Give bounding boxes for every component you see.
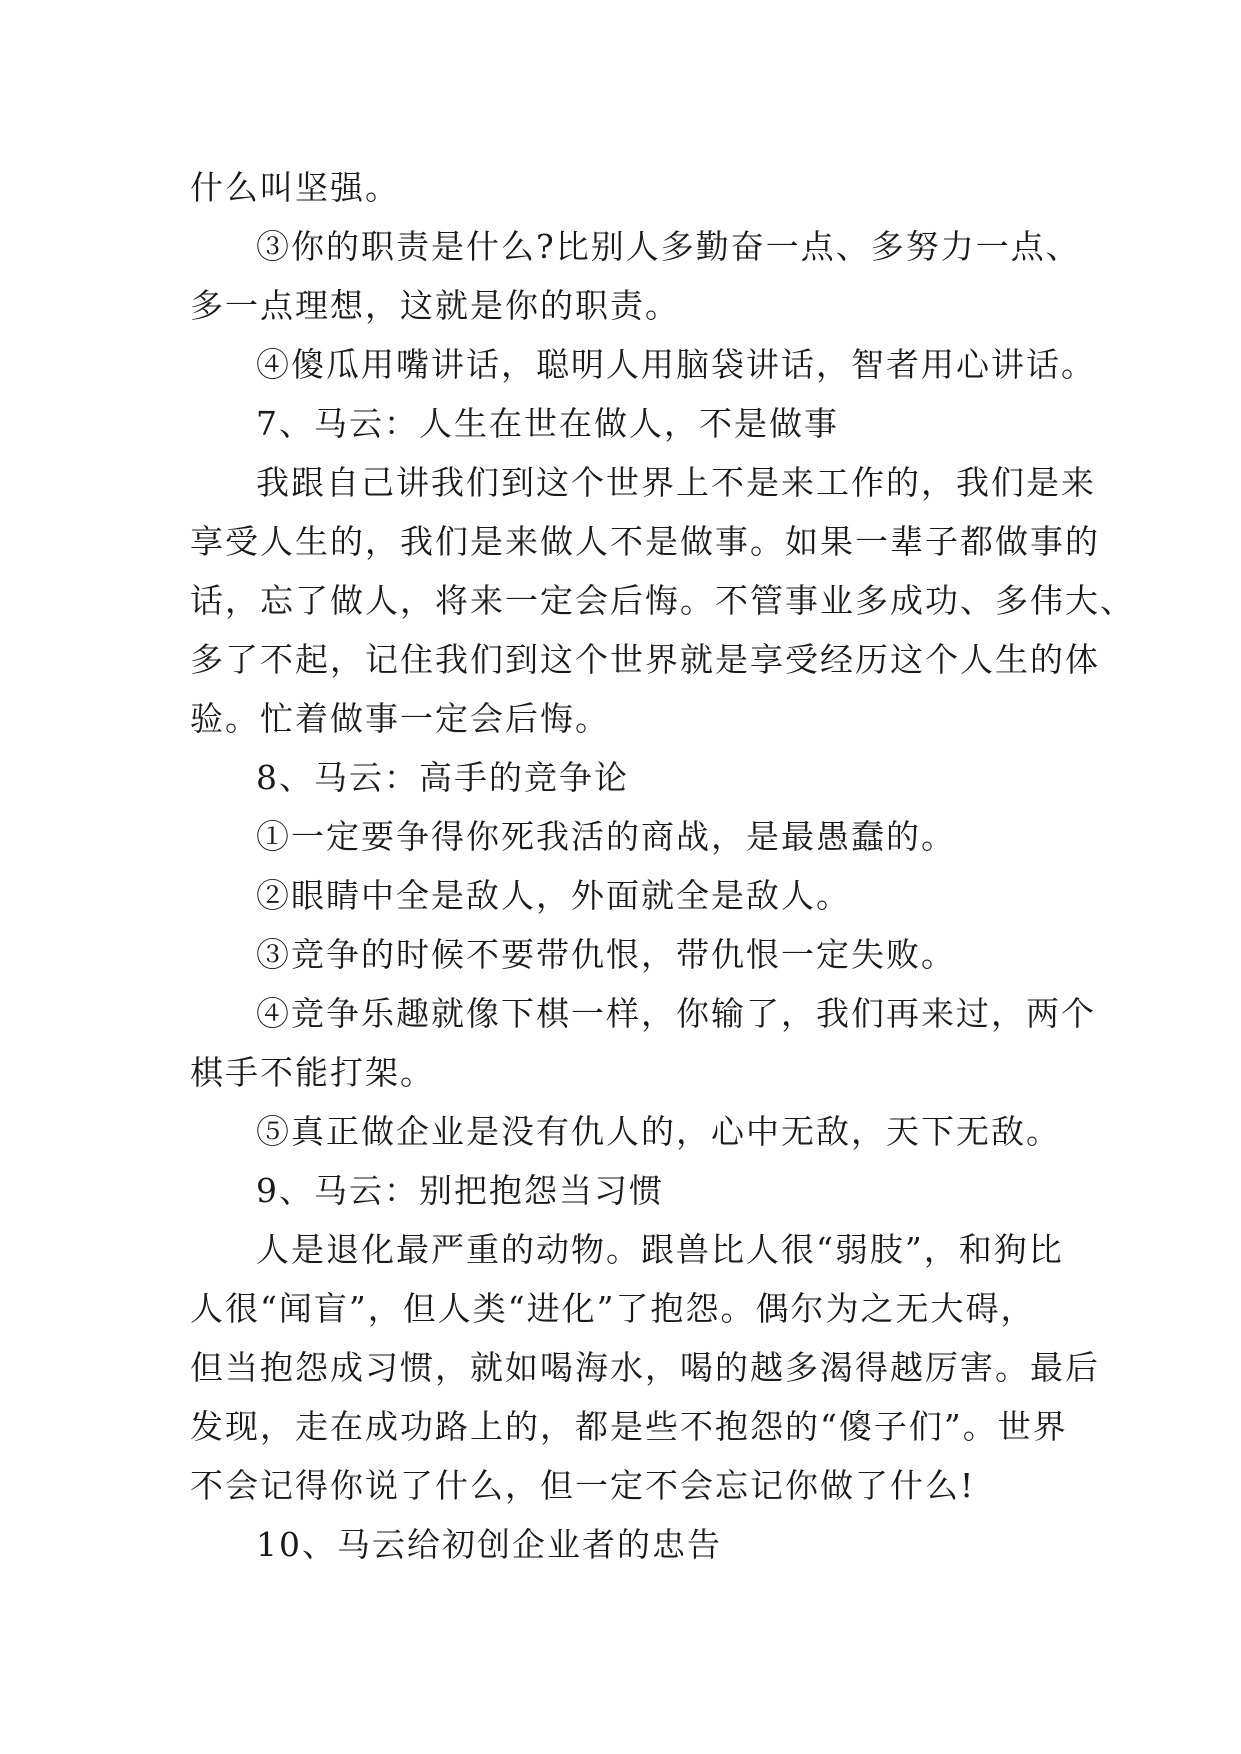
- text-line: 但当抱怨成习惯，就如喝海水，喝的越多渴得越厉害。最后: [190, 1348, 1100, 1387]
- text-line: 不会记得你说了什么，但一定不会忘记你做了什么!: [190, 1466, 976, 1505]
- text-line: ⑤真正做企业是没有仇人的，心中无敌，天下无敌。: [256, 1112, 1061, 1151]
- text-line: 发现，走在成功路上的，都是些不抱怨的“傻子们”。世界: [190, 1407, 1068, 1446]
- text-line: ②眼睛中全是敌人，外面就全是敌人。: [256, 876, 851, 915]
- text-line: 多了不起，记住我们到这个世界就是享受经历这个人生的体: [190, 640, 1100, 679]
- text-line: 什么叫坚强。: [190, 168, 400, 207]
- document-body: [190, 158, 1135, 1574]
- section-heading-8: 8、马云：高手的竞争论: [256, 758, 629, 797]
- text-line: 验。忙着做事一定会后悔。: [190, 699, 610, 738]
- text-line: 享受人生的，我们是来做人不是做事。如果一辈子都做事的: [190, 522, 1100, 561]
- section-heading-9: 9、马云：别把抱怨当习惯: [256, 1171, 664, 1210]
- text-line: 人很“闻盲”，但人类“进化”了抱怨。偶尔为之无大碍，: [190, 1289, 1036, 1328]
- text-line: ③竞争的时候不要带仇恨，带仇恨一定失败。: [256, 935, 956, 974]
- text-line: 棋手不能打架。: [190, 1053, 435, 1092]
- section-heading-7: 7、马云：人生在世在做人，不是做事: [256, 404, 839, 443]
- text-line: ④傻瓜用嘴讲话，聪明人用脑袋讲话，智者用心讲话。: [256, 345, 1096, 384]
- text-line: ④竞争乐趣就像下棋一样，你输了，我们再来过，两个: [256, 994, 1096, 1033]
- text-line: 话，忘了做人，将来一定会后悔。不管事业多成功、多伟大、: [190, 581, 1135, 620]
- text-line: ①一定要争得你死我活的商战，是最愚蠢的。: [256, 817, 956, 856]
- text-line: 我跟自己讲我们到这个世界上不是来工作的，我们是来: [256, 463, 1096, 502]
- section-heading-10: 10、马云给初创企业者的忠告: [256, 1525, 722, 1564]
- text-line: ③你的职责是什么?比别人多勤奋一点、多努力一点、: [256, 227, 1081, 266]
- text-line: 人是退化最严重的动物。跟兽比人很“弱肢”，和狗比: [256, 1230, 1064, 1269]
- text-line: 多一点理想，这就是你的职责。: [190, 286, 680, 325]
